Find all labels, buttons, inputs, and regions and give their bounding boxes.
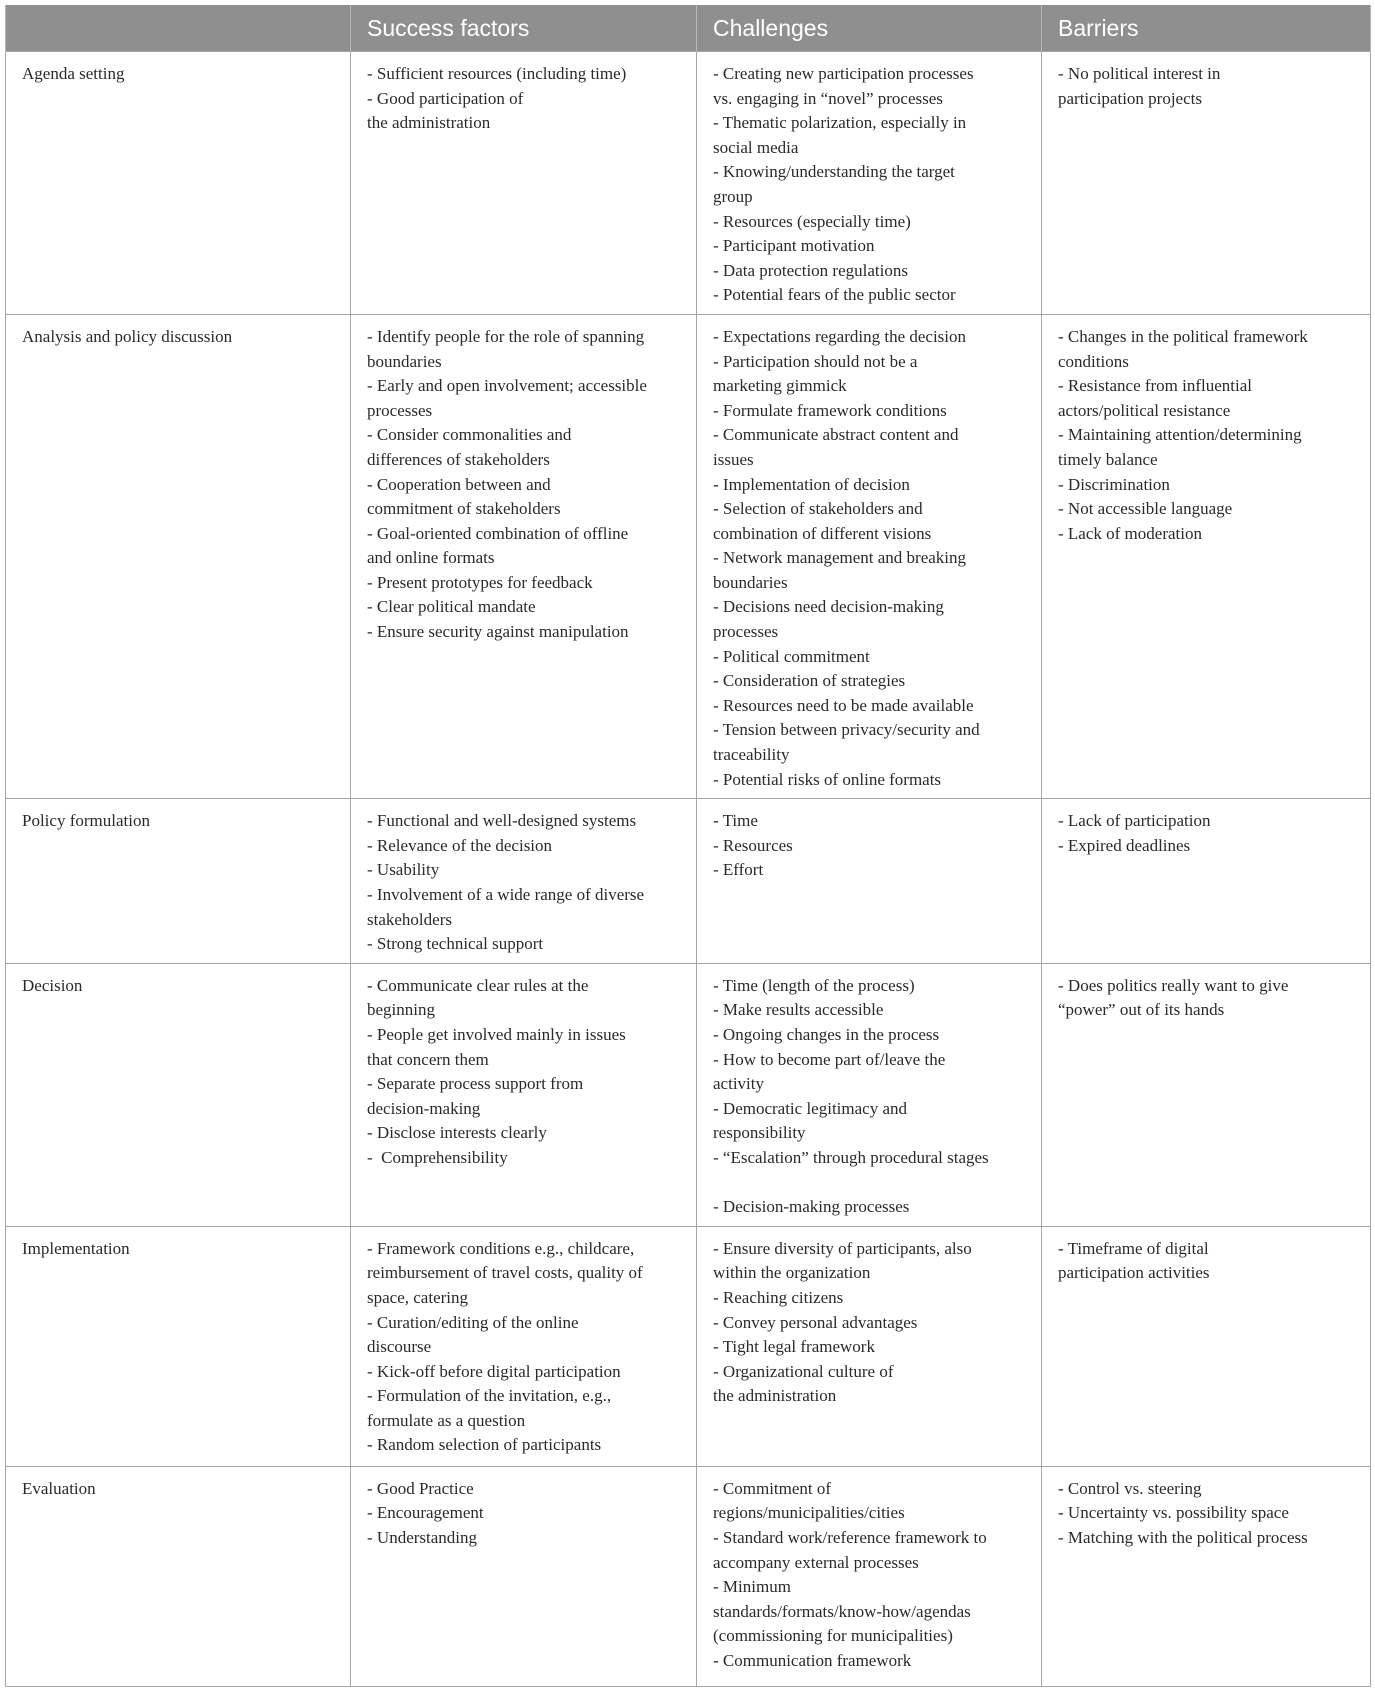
list-item: within the organization xyxy=(713,1263,871,1283)
list-item: - Does politics really want to give xyxy=(1058,975,1289,995)
list-item: traceability xyxy=(713,745,790,765)
challenges-cell xyxy=(697,963,1042,1226)
list-item: stakeholders xyxy=(367,909,452,929)
list-item: discourse xyxy=(367,1337,432,1357)
list-item: - People get involved mainly in issues xyxy=(367,1024,626,1044)
list-item: - Participation should not be a xyxy=(713,351,918,371)
list-item: - Understanding xyxy=(367,1527,478,1547)
barriers-cell xyxy=(1042,1226,1371,1466)
header-barriers: Barriers xyxy=(1042,5,1371,52)
barriers-cell xyxy=(1042,1466,1371,1686)
list-item: - Consider commonalities and xyxy=(367,425,572,445)
list-item: - Creating new participation processes xyxy=(713,64,974,83)
list-item: participation activities xyxy=(1058,1263,1210,1283)
list-item: - Minimum xyxy=(713,1577,791,1597)
list-item: - Potential fears of the public sector xyxy=(713,285,956,305)
list-item: - Involvement of a wide range of diverse xyxy=(367,885,645,904)
list-item: (commissioning for municipalities) xyxy=(713,1626,953,1646)
challenges-cell xyxy=(697,799,1042,964)
list-item: - Good participation of xyxy=(367,88,524,108)
table-row xyxy=(6,799,1371,964)
list-item: standards/formats/know-how/agendas xyxy=(713,1601,971,1621)
challenges-cell xyxy=(697,314,1042,798)
list-item: regions/municipalities/cities xyxy=(713,1503,905,1523)
list-item: - Goal-oriented combination of offline xyxy=(367,523,629,543)
table-header xyxy=(6,5,1371,52)
list-item: - Relevance of the decision xyxy=(367,835,553,855)
list-item: accompany external processes xyxy=(713,1552,919,1572)
list-item: that concern them xyxy=(367,1049,489,1069)
list-item: - Framework conditions e.g., childcare, xyxy=(367,1238,635,1258)
list-item: - Resources need to be made available xyxy=(713,695,974,715)
table-row xyxy=(6,314,1371,798)
list-item: - Formulate framework conditions xyxy=(713,400,947,420)
list-item: - Participant motivation xyxy=(713,236,875,256)
list-item: conditions xyxy=(1058,351,1129,371)
success-factors-cell xyxy=(351,963,697,1226)
list-item: - Lack of moderation xyxy=(1058,523,1202,543)
list-item: - Data protection regulations xyxy=(713,260,908,280)
list-item: - Decision-making processes xyxy=(713,1197,910,1217)
list-item: - Democratic legitimacy and xyxy=(713,1098,907,1118)
list-item: vs. engaging in “novel” processes xyxy=(713,88,943,108)
barriers-cell xyxy=(1042,963,1371,1226)
list-item: - Good Practice xyxy=(367,1478,474,1498)
table-row xyxy=(6,1226,1371,1466)
list-item: actors/political resistance xyxy=(1058,400,1231,420)
list-item: - Sufficient resources (including time) xyxy=(367,64,627,83)
table-row xyxy=(6,1466,1371,1686)
list-item: - Lack of participation xyxy=(1058,811,1211,831)
list-item: - “Escalation” through procedural stages xyxy=(713,1147,989,1167)
list-item: - Decisions need decision-making xyxy=(713,597,944,617)
list-item: decision-making xyxy=(367,1098,481,1118)
list-item: participation projects xyxy=(1058,88,1202,108)
list-item: - Clear political mandate xyxy=(367,597,536,617)
list-item: - Disclose interests clearly xyxy=(367,1123,547,1143)
list-item: - Encouragement xyxy=(367,1503,484,1523)
list-item: boundaries xyxy=(367,351,442,371)
list-item: boundaries xyxy=(713,572,788,592)
list-item: - Organizational culture of xyxy=(713,1361,894,1381)
list-item: - How to become part of/leave the xyxy=(713,1049,946,1069)
header-row xyxy=(6,5,1371,52)
list-item: processes xyxy=(713,622,779,642)
stage-cell: Policy formulation xyxy=(6,799,351,964)
list-item: - Kick-off before digital participation xyxy=(367,1361,621,1381)
list-item: - Resistance from influential xyxy=(1058,376,1253,396)
list-item: - Control vs. steering xyxy=(1058,1478,1202,1498)
table-row xyxy=(6,52,1371,315)
challenges-cell xyxy=(697,1226,1042,1466)
list-item: - Knowing/understanding the target xyxy=(713,162,955,182)
list-item: commitment of stakeholders xyxy=(367,499,561,519)
list-item: beginning xyxy=(367,1000,435,1020)
list-item: - Network management and breaking xyxy=(713,548,967,568)
list-item: marketing gimmick xyxy=(713,376,847,396)
list-item: combination of different visions xyxy=(713,523,932,543)
list-item: group xyxy=(713,186,753,206)
stage-cell: Analysis and policy discussion xyxy=(6,314,351,798)
list-item: processes xyxy=(367,400,433,420)
list-item: - Changes in the political framework xyxy=(1058,326,1308,346)
list-item: - Ensure diversity of participants, also xyxy=(713,1238,972,1258)
list-item: - Potential risks of online formats xyxy=(713,769,942,789)
list-item: - Timeframe of digital xyxy=(1058,1238,1209,1258)
stage-cell: Implementation xyxy=(6,1226,351,1466)
list-item: - Not accessible language xyxy=(1058,499,1233,519)
list-item: - Separate process support from xyxy=(367,1074,584,1094)
header-stage xyxy=(6,5,351,52)
list-item: timely balance xyxy=(1058,449,1158,469)
list-item: - Formulation of the invitation, e.g., xyxy=(367,1386,612,1406)
header-challenges: Challenges xyxy=(697,5,1042,52)
list-item: - Random selection of participants xyxy=(367,1435,602,1455)
stage-cell: Decision xyxy=(6,963,351,1226)
list-item: - Usability xyxy=(367,860,440,880)
list-item: social media xyxy=(713,137,799,157)
list-item: - Identify people for the role of spanning xyxy=(367,326,645,346)
blank-line xyxy=(713,1171,1025,1196)
header-success-factors: Success factors xyxy=(351,5,697,52)
list-item: - Expectations regarding the decision xyxy=(713,326,967,346)
list-item: - Discrimination xyxy=(1058,474,1170,494)
success-factors-cell xyxy=(351,1226,697,1466)
factors-table xyxy=(5,5,1371,1687)
list-item: - Tight legal framework xyxy=(713,1337,875,1357)
list-item: - Reaching citizens xyxy=(713,1287,844,1307)
list-item: - Ongoing changes in the process xyxy=(713,1024,940,1044)
list-item: and online formats xyxy=(367,548,495,568)
barriers-cell xyxy=(1042,799,1371,964)
list-item: - Functional and well-designed systems xyxy=(367,811,637,831)
list-item: - Ensure security against manipulation xyxy=(367,622,629,642)
list-item: - Comprehensibility xyxy=(367,1147,508,1167)
list-item: - Curation/editing of the online xyxy=(367,1312,579,1332)
list-item: - Resources (especially time) xyxy=(713,211,911,231)
list-item: reimbursement of travel costs, quality of xyxy=(367,1263,643,1283)
list-item: activity xyxy=(713,1074,764,1094)
list-item: - Commitment of xyxy=(713,1478,832,1498)
list-item: - No political interest in xyxy=(1058,64,1221,83)
list-item: “power” out of its hands xyxy=(1058,1000,1225,1020)
factors-table-container xyxy=(5,5,1370,1687)
list-item: - Communicate clear rules at the xyxy=(367,975,589,995)
list-item: the administration xyxy=(713,1386,837,1406)
challenges-cell xyxy=(697,1466,1042,1686)
list-item: - Political commitment xyxy=(713,646,870,666)
list-item: - Make results accessible xyxy=(713,1000,884,1020)
challenges-cell xyxy=(697,52,1042,315)
list-item: - Selection of stakeholders and xyxy=(713,499,923,519)
list-item: - Consideration of strategies xyxy=(713,671,906,691)
list-item: space, catering xyxy=(367,1287,468,1307)
list-item: - Implementation of decision xyxy=(713,474,910,494)
barriers-cell xyxy=(1042,52,1371,315)
list-item: - Cooperation between and xyxy=(367,474,551,494)
list-item: - Convey personal advantages xyxy=(713,1312,918,1332)
list-item: - Communication framework xyxy=(713,1650,912,1670)
list-item: - Early and open involvement; accessible xyxy=(367,376,647,396)
list-item: - Thematic polarization, especially in xyxy=(713,113,967,133)
table-body xyxy=(6,52,1371,1687)
success-factors-cell xyxy=(351,1466,697,1686)
list-item: - Present prototypes for feedback xyxy=(367,572,593,592)
success-factors-cell xyxy=(351,52,697,315)
list-item: - Matching with the political process xyxy=(1058,1527,1308,1547)
barriers-cell xyxy=(1042,314,1371,798)
list-item: - Time (length of the process) xyxy=(713,975,915,995)
table-row xyxy=(6,963,1371,1226)
list-item: - Maintaining attention/determining xyxy=(1058,425,1302,445)
stage-cell: Agenda setting xyxy=(6,52,351,315)
success-factors-cell xyxy=(351,314,697,798)
list-item: - Standard work/reference framework to xyxy=(713,1527,987,1547)
list-item: the administration xyxy=(367,113,491,133)
list-item: differences of stakeholders xyxy=(367,449,550,469)
success-factors-cell xyxy=(351,799,697,964)
list-item: - Strong technical support xyxy=(367,934,544,954)
list-item: responsibility xyxy=(713,1123,806,1143)
list-item: - Uncertainty vs. possibility space xyxy=(1058,1503,1289,1523)
list-item: - Time xyxy=(713,811,758,831)
list-item: - Resources xyxy=(713,835,793,855)
list-item: - Effort xyxy=(713,860,764,880)
list-item: issues xyxy=(713,449,754,469)
stage-cell: Evaluation xyxy=(6,1466,351,1686)
list-item: - Communicate abstract content and xyxy=(713,425,959,445)
list-item: formulate as a question xyxy=(367,1410,526,1430)
list-item: - Expired deadlines xyxy=(1058,835,1191,855)
list-item: - Tension between privacy/security and xyxy=(713,720,980,740)
